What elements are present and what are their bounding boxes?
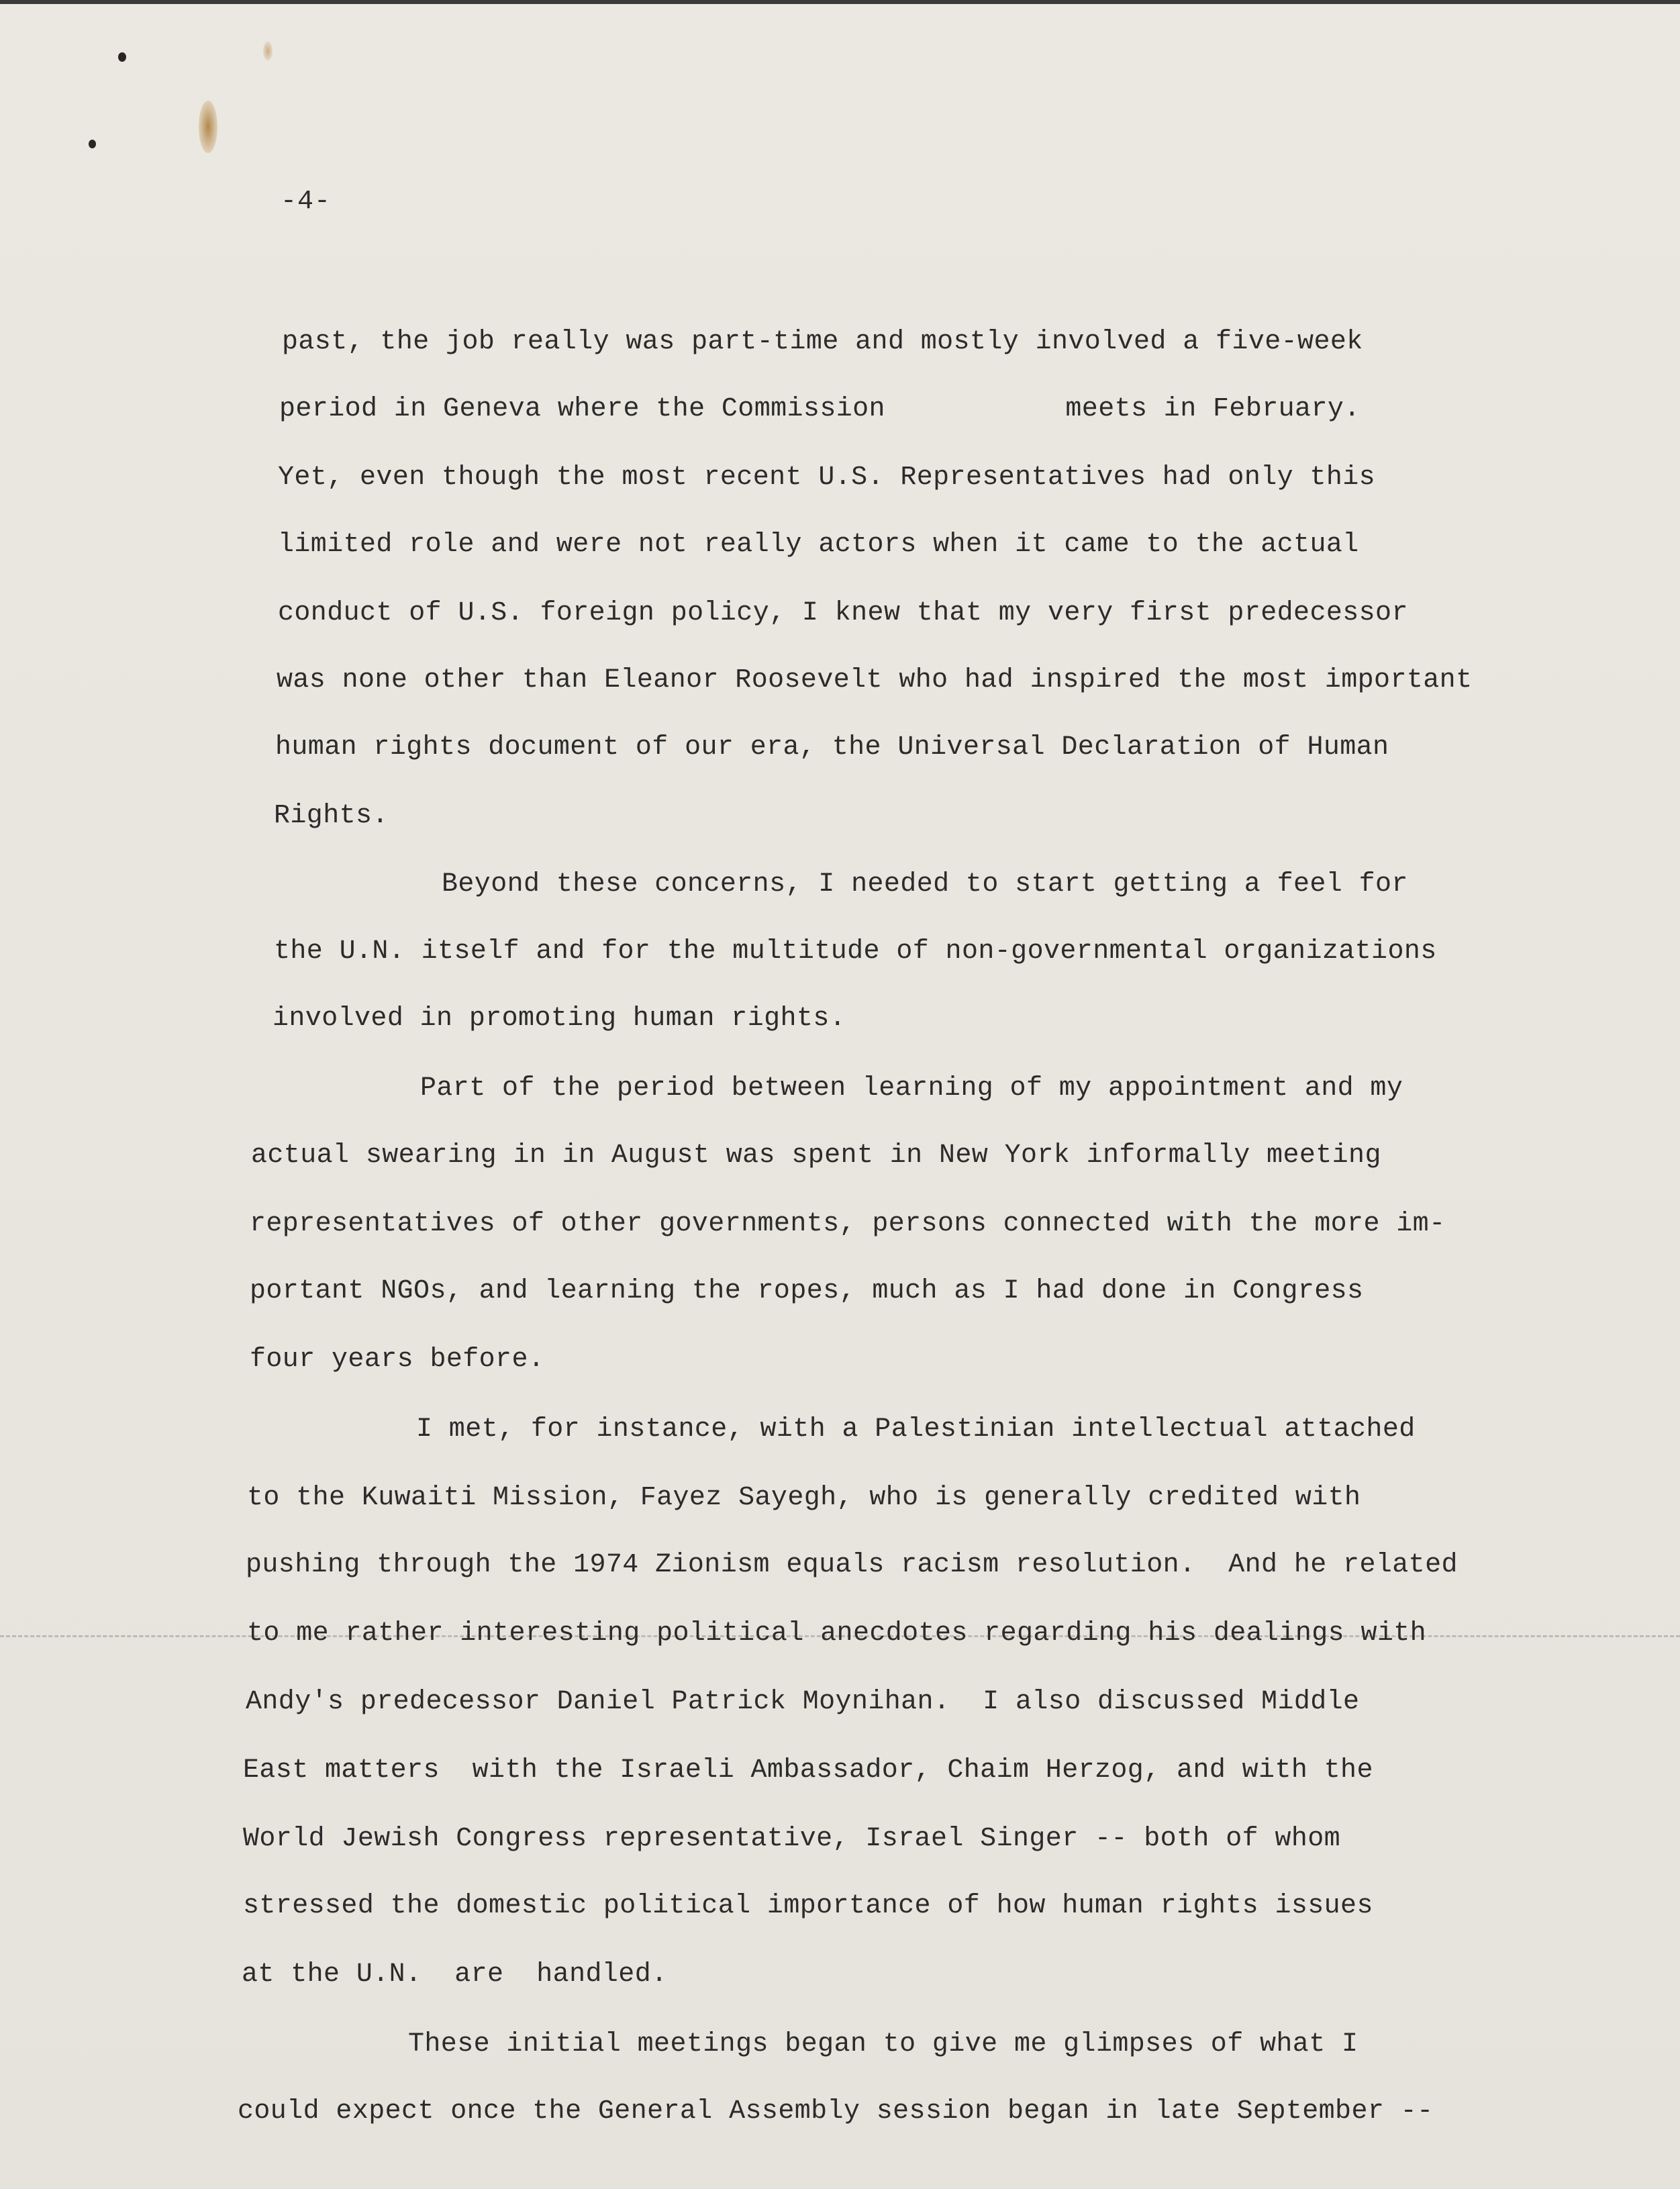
body-line: human rights document of our era, the Universal Declaration of Human: [275, 732, 1389, 763]
rust-stain-small: [263, 42, 273, 60]
body-line: Rights.: [274, 801, 389, 831]
body-line: limited role and were not really actors when it came to the actual: [278, 530, 1359, 560]
body-line: the U.N. itself and for the multitude of non-governmental organizations: [274, 936, 1437, 967]
rust-stain: [199, 101, 217, 153]
body-line: past, the job really was part-time and mostly involved a five-week: [282, 327, 1363, 357]
body-line: was none other than Eleanor Roosevelt who had inspired the most important: [277, 665, 1473, 695]
body-line: East matters with the Israeli Ambassador, Chaim Herzog, and with the: [243, 1755, 1373, 1786]
body-line: could expect once the General Assembly session began in late September --: [238, 2096, 1434, 2127]
body-line: conduct of U.S. foreign policy, I knew that my very first predecessor: [278, 598, 1408, 628]
body-line: Andy's predecessor Daniel Patrick Moynihan. I also discussed Middle: [246, 1687, 1360, 1717]
body-line: to me rather interesting political anecdotes regarding his dealings with: [247, 1618, 1427, 1649]
body-line: portant NGOs, and learning the ropes, much as I had done in Congress: [250, 1276, 1364, 1306]
body-line: stressed the domestic political importance of how human rights issues: [243, 1891, 1373, 1921]
body-line: at the U.N. are handled.: [242, 1959, 668, 1990]
body-line: period in Geneva where the Commission meets in February.: [279, 394, 1361, 424]
body-line: involved in promoting human rights.: [273, 1004, 846, 1034]
page-top-edge: [0, 0, 1680, 4]
body-line: World Jewish Congress representative, Israel Singer -- both of whom: [243, 1824, 1341, 1854]
paragraph-start-line: Beyond these concerns, I needed to start getting a feel for: [442, 869, 1408, 899]
body-line: four years before.: [250, 1345, 545, 1375]
body-line: representatives of other governments, persons connected with the more im-: [250, 1209, 1446, 1239]
body-line: actual swearing in in August was spent in New York informally meeting: [251, 1140, 1381, 1171]
punch-hole-mark: [118, 52, 126, 62]
punch-hole-mark: [89, 140, 96, 148]
body-line: pushing through the 1974 Zionism equals racism resolution. And he related: [246, 1550, 1458, 1580]
paragraph-start-line: These initial meetings began to give me glimpses of what I: [408, 2029, 1358, 2059]
paragraph-start-line: I met, for instance, with a Palestinian intellectual attached: [416, 1414, 1416, 1445]
body-line: to the Kuwaiti Mission, Fayez Sayegh, who is generally credited with: [247, 1483, 1361, 1513]
paragraph-start-line: Part of the period between learning of my appointment and my: [420, 1073, 1403, 1104]
page-number: -4-: [281, 187, 332, 217]
body-line: Yet, even though the most recent U.S. Representatives had only this: [278, 463, 1376, 493]
